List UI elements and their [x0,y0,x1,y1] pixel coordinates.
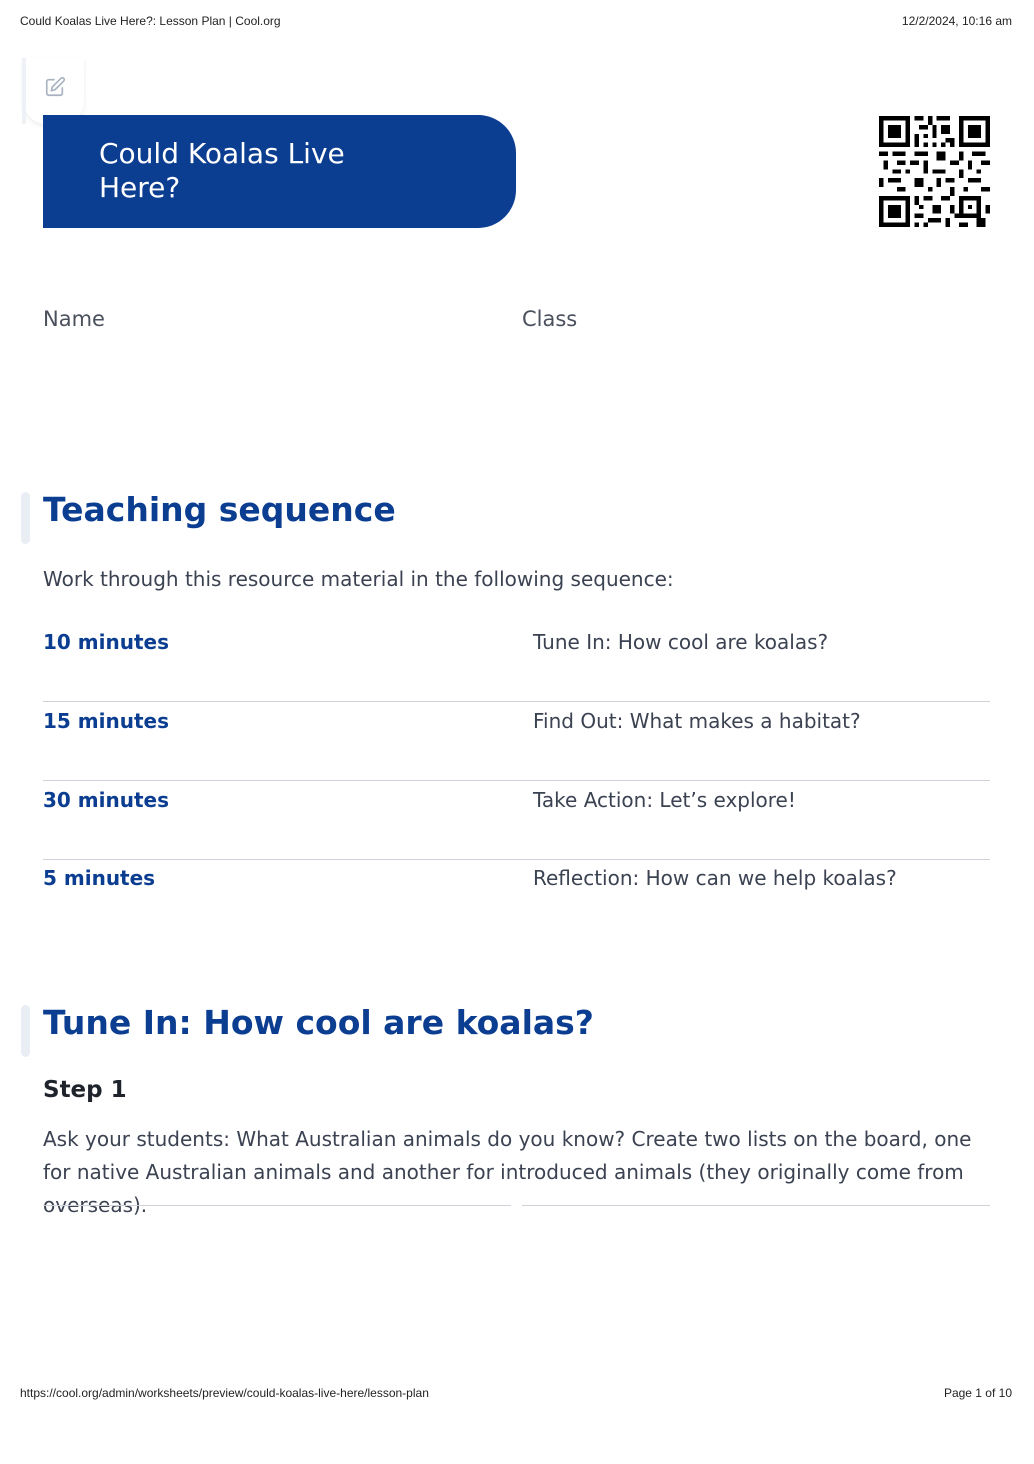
worksheet-title-banner [43,115,516,228]
print-page-title: Could Koalas Live Here?: Lesson Plan | Cool.org [20,14,281,28]
tune-in-heading: Tune In: How cool are koalas? [43,1003,594,1042]
step-title: Step 1 [43,1077,127,1103]
sequence-activity: Take Action: Let’s explore! [533,788,796,812]
qr-code [879,116,990,227]
class-field-label: Class [522,307,578,331]
sequence-duration: 10 minutes [43,630,169,654]
sequence-row [43,701,990,781]
worksheet-title-line-1: Could Koalas Live [99,137,345,170]
sequence-row [43,622,990,702]
teaching-sequence-heading: Teaching sequence [43,490,396,529]
sequence-activity: Reflection: How can we help koalas? [533,866,897,890]
sequence-duration: 30 minutes [43,788,169,812]
step-instructions: Ask your students: What Australian animals do you know? Create two lists on the board, one for native Australian animals and another for introduced animals (they originally come from overseas). [43,1127,972,1217]
section-accent-bar [21,492,30,544]
worksheet-title-line-2: Here? [99,171,181,204]
sequence-activity: Find Out: What makes a habitat? [533,709,861,733]
sequence-row [43,858,990,937]
answer-line-left [43,1205,511,1206]
name-field-label: Name [43,307,105,331]
print-url: https://cool.org/admin/worksheets/preview/could-koalas-live-here/lesson-plan [20,1386,429,1400]
sequence-duration: 5 minutes [43,866,156,890]
worksheet-title [99,137,429,205]
answer-line-right [522,1205,990,1206]
edit-icon [44,76,66,98]
print-page-number: Page 1 of 10 [943,1386,1012,1400]
section-accent-bar [21,1005,30,1057]
sequence-activity: Tune In: How cool are koalas? [533,630,829,654]
teaching-sequence-intro: Work through this resource material in the following sequence: [43,567,674,591]
print-datetime: 12/2/2024, 10:16 am [901,14,1012,28]
sequence-row [43,780,990,860]
sequence-duration: 15 minutes [43,709,169,733]
